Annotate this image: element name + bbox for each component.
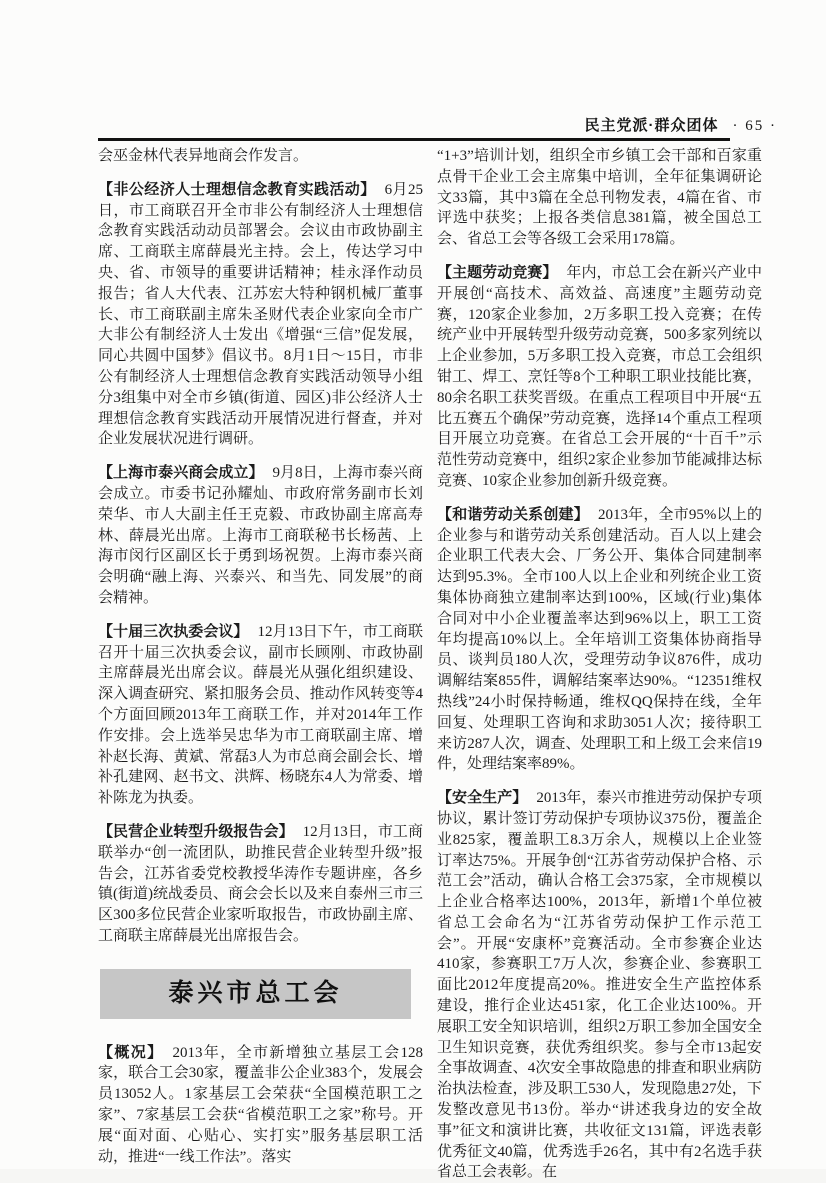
text-columns (98, 146, 762, 1183)
entry-paragraph (98, 180, 423, 450)
entry-paragraph (98, 463, 423, 609)
entry-text: 6月25日，市工商联召开全市非公有制经济人士理想信念教育实践活动动员部署会。会议由市政协副主席、工商联主席薛晨光主持。会上，传达学习中央、省、市领导的重要讲话精神；桂永泽作动员报告；省人大代表、江苏宏大特种钢机械厂董事长、市工商联副主席朱圣财代表企业家向全市广大非公有制经济人士发出《增强“三信”促发展，同心共圆中国梦》倡议书。8月1日～15日，市非公有制经济人士理想信念教育实践活动领导小组分3组集中对全市乡镇(街道、园区)非公经济人士理想信念教育实践活动开展情况进行督查，并对企业发展状况进行调研。 (98, 181, 423, 448)
entry-paragraph (437, 788, 762, 1183)
entry-text: 2013年，全市新增独立基层工会128家，联合工会30家，覆盖非公企业383个，发展会员13052人。1家基层工会荣获“全国模范职工之家”、7家基层工会获“省模范职工之家”称号。开展“面对面、心贴心、实打实”服务基层职工活动，推进“一线工作法”。落实 (98, 1044, 423, 1165)
entry-paragraph (98, 622, 423, 809)
entry-heading: 【安全生产】 (437, 789, 528, 807)
running-head (585, 114, 778, 135)
entry-heading: 【十届三次执委会议】 (98, 622, 249, 640)
entry-paragraph (437, 263, 762, 492)
left-column (98, 146, 423, 1183)
section-divider-title: 泰兴市总工会 (168, 979, 343, 1008)
entry-text: 会巫金林代表异地商会作发言。 (98, 148, 309, 164)
entry-heading: 【和谐劳动关系创建】 (437, 505, 589, 523)
entry-heading: 【非公经济人士理想信念教育实践活动】 (98, 180, 376, 198)
entry-text: 9月8日，上海市泰兴商会成立。市委书记孙耀灿、市政府常务副市长刘荣华、市人大副主任王克毅、市政协副主席高寿林、薛晨光出席。上海市工商联秘书长杨茜、上海市闵行区副区长于勇到场祝贺。上海市泰兴商会明确“融上海、兴泰兴、和当先、同发展”的商会精神。 (98, 465, 423, 606)
entry-text: 2013年，泰兴市推进劳动保护专项协议，累计签订劳动保护专项协议375份，覆盖企业825家，覆盖职工8.3万余人，规模以上企业签订率达75%。开展争创“江苏省劳动保护合格、示范工会”活动，确认合格工会375家，全市规模以上企业合格率达100%，2013年，新增1个单位被省总工会命名为“江苏省劳动保护工作示范工会”。开展“安康杯”竞赛活动。全市参赛企业达410家，参赛职工7万人次，参赛企业、参赛职工面比2012年度提高20%。推进安全生产监控体系建设，推行企业达451家，化工企业达100%。开展职工安全知识培训，组织2万职工参加全国安全卫生知识竞赛，获优秀组织奖。参与全市13起安全事故调查、4次安全事故隐患的排查和职业病防治执法检查，涉及职工530人，发现隐患27处，下发整改意见书13份。举办“讲述我身边的安全故事”征文和演讲比赛，共收征文131篇，评选表彰优秀征文40篇，优秀选手26名，其中有2名选手获省总工会表彰。在 (437, 790, 762, 1181)
entry-heading: 【上海市泰兴商会成立】 (98, 464, 264, 482)
header-rule (98, 138, 730, 141)
entry-text: “1+3”培训计划，组织全市乡镇工会干部和百家重点骨干企业工会主席集中培训，全年征集调研论文33篇，其中3篇在全总刊物发表，4篇在省、市评选中获奖；上报各类信息381篇，被全国总工会、省总工会等各级工会采用178篇。 (437, 148, 762, 248)
page-number: · 65 · (732, 118, 777, 134)
entry-heading: 【主题劳动竞赛】 (437, 263, 558, 281)
paragraph-continuation (98, 146, 423, 167)
entry-paragraph (98, 822, 423, 947)
entry-paragraph (437, 505, 762, 775)
entry-text: 年内，市总工会在新兴产业中开展创“高技术、高效益、高速度”主题劳动竞赛，120家企业参加，2万多职工投入竞赛；在传统产业中开展转型升级劳动竞赛，500多家列统以上企业参加，5万多职工投入竞赛，市总工会组织钳工、焊工、烹饪等8个工种职工职业技能比赛，80余名职工获奖晋级。在重点工程项目中开展“五比五赛五个确保”劳动竞赛，选择14个重点工程项目开展立功竞赛。在省总工会开展的“十百千”示范性劳动竞赛中，组织2家企业参加节能减排达标竞赛、10家企业参加创新升级竞赛。 (437, 264, 762, 489)
entry-text: 12月13日，市工商联举办“创一流团队，助推民营企业转型升级”报告会，江苏省委党校教授华涛作专题讲座，各乡镇(街道)统战委员、商会会长以及来自泰州三市三区300多位民营企业家听取报告，市政协副主席、工商联主席薛晨光出席报告会。 (98, 823, 423, 944)
right-column (437, 146, 762, 1183)
section-divider-box (100, 969, 411, 1019)
entry-paragraph (98, 1043, 423, 1168)
paragraph-continuation (437, 146, 762, 250)
entry-text: 2013年，全市95%以上的企业参与和谐劳动关系创建活动。百人以上建会企业职工代表大会、厂务公开、集体合同建制率达到95.3%。全市100人以上企业和列统企业工资集体协商独立建制率达到100%，区域(行业)集体合同对中小企业覆盖率达到96%以上，职工工资年均提高10%以上。全年培训工资集体协商指导员、谈判员180人次，受理劳动争议876件，成功调解结案855件，调解结案率达90%。“12351维权热线”24小时保持畅通，维权QQ保持在线，全年回复、处理职工咨询和求助3051人次；接待职工来访287人次，调查、处理职工和上级工会来信19件，处理结案率89%。 (437, 506, 762, 773)
running-head-section: 民主党派·群众团体 (584, 117, 719, 134)
entry-heading: 【概况】 (98, 1043, 164, 1061)
entry-text: 12月13日下午，市工商联召开十届三次执委会议，副市长顾刚、市政协副主席薛晨光出席会议。薛晨光从强化组织建设、深入调查研究、紧扣服务会员、推动作风转变等4个方面回顾2013年工商联工作，并对2014年工作作安排。会上选举吴忠华为市工商联副主席、增补赵长海、黄斌、常磊3人为市总商会副会长、增补孔建网、赵书文、洪辉、杨晓东4人为常委、增补陈龙为执委。 (98, 623, 423, 807)
entry-heading: 【民营企业转型升级报告会】 (98, 822, 294, 840)
